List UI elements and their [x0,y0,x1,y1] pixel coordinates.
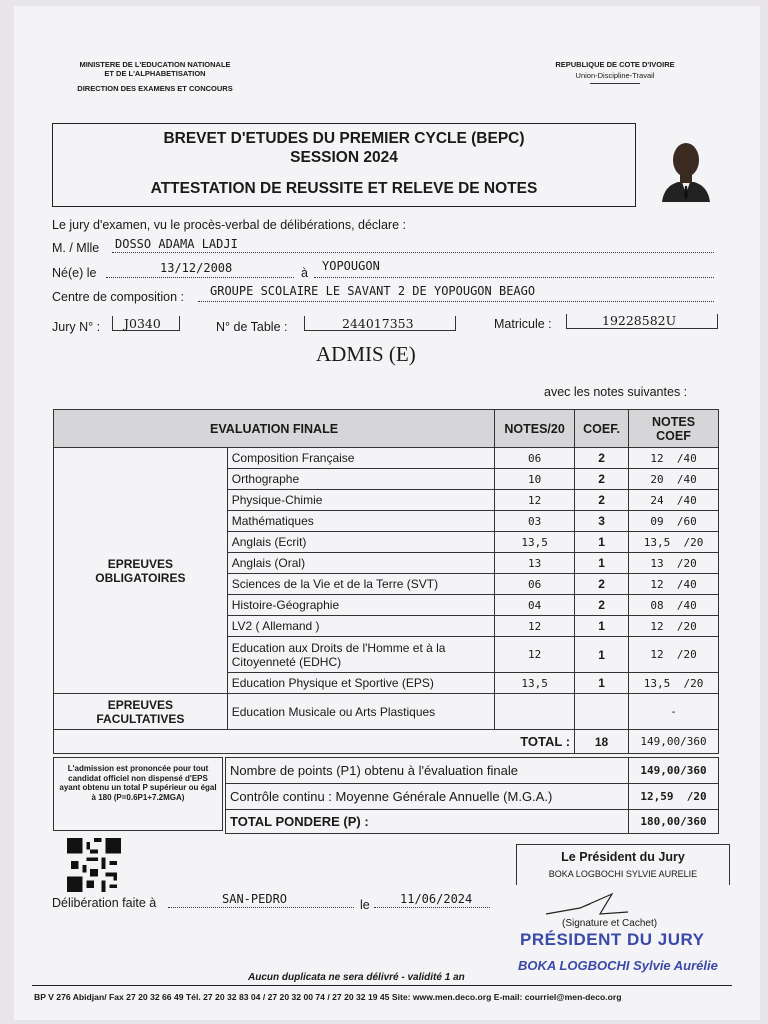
direction-line: DIRECTION DES EXAMENS ET CONCOURS [77,84,233,93]
weighted-value: 08 [650,598,664,612]
total-label: TOTAL : [54,730,575,754]
name-dotted-line [112,252,714,253]
subject-weighted [629,616,719,637]
weighted-total-value: 180,00/360 [629,810,719,834]
candidate-name: DOSSO ADAMA LADJI [115,237,238,251]
header-notes-coef-line1: NOTES [651,414,696,429]
subject-note: 13,5 [495,673,575,694]
table-label: N° de Table : [216,320,288,334]
birth-place: YOPOUGON [322,259,380,273]
optional-coef [575,694,629,730]
subject-weighted [629,553,719,574]
subject-coef: 1 [575,673,629,694]
mga-label: Contrôle continu : Moyenne Générale Annuelle (M.G.A.) [226,784,629,810]
header-notes-coef [629,410,719,448]
weighted-value: 13 [650,556,664,570]
subject-name: Histoire-Géographie [227,595,494,616]
president-title: Le Président du Jury [561,850,685,864]
subject-coef: 1 [575,553,629,574]
notes-intro: avec les notes suivantes : [544,385,688,399]
total-coef: 18 [575,730,629,754]
weighted-max: /40 [676,472,697,486]
subject-coef: 3 [575,511,629,532]
weighted-total-label: TOTAL PONDERE (P) : [226,810,629,834]
group-obligatory [54,448,228,694]
weighted-max: /40 [676,598,697,612]
subject-name: Orthographe [227,469,494,490]
duplicata-notice: Aucun duplicata ne sera délivré - validité 1 an [248,972,465,983]
subject-weighted [629,448,719,469]
subject-weighted [629,511,719,532]
matricule-number: 19228582U [602,313,677,328]
table-number: 244017353 [342,316,414,331]
title-line1: BREVET D'ETUDES DU PREMIER CYCLE (BEPC) [163,130,525,147]
president-box [516,844,730,885]
header-notes: NOTES/20 [495,410,575,448]
subject-coef: 2 [575,469,629,490]
ministry-header [70,60,240,93]
admission-note-box [53,757,223,831]
subject-name: LV2 ( Allemand ) [227,616,494,637]
republic-name: REPUBLIQUE DE COTE D'IVOIRE [555,60,675,69]
header-notes-coef-line2: COEF [656,428,691,443]
born-label: Né(e) le [52,266,97,280]
subject-note: 12 [495,490,575,511]
birth-date: 13/12/2008 [160,261,233,275]
stamp-name: BOKA LOGBOCHI Sylvie Aurélie [518,958,718,973]
subject-coef: 1 [575,616,629,637]
republic-motto: Union-Discipline-Travail [575,71,655,80]
optional-total: - [629,694,719,730]
weighted-max: /40 [676,451,697,465]
jury-label: Jury N° : [52,320,101,334]
deliberation-le-label: le [360,898,370,912]
subject-note: 06 [495,448,575,469]
weighted-value: 12 [650,577,664,591]
center-label: Centre de composition : [52,290,185,304]
weighted-max: /20 [676,556,697,570]
subject-weighted [629,637,719,673]
name-label: M. / Mlle [52,241,100,255]
jury-number: J0340 [124,316,161,331]
subject-coef: 1 [575,637,629,673]
p1-value: 149,00/360 [629,758,719,784]
subject-weighted [629,673,719,694]
title-line3: ATTESTATION DE REUSSITE ET RELEVE DE NOTES [150,180,538,197]
subject-name: Physique-Chimie [227,490,494,511]
mga-value: 12,59 [640,790,674,803]
grades-table [53,409,719,754]
ministry-line1: MINISTERE DE L'EDUCATION NATIONALE [79,60,231,69]
stamp-title: PRÉSIDENT DU JURY [520,930,705,949]
subject-coef: 1 [575,532,629,553]
deliberation-place-dotted-line [168,907,354,908]
summary-row [226,784,719,810]
qr-code-icon [66,838,122,892]
mga-cell [629,784,719,810]
president-name: BOKA LOGBOCHI SYLVIE AURELIE [548,869,698,879]
subject-note: 12 [495,637,575,673]
weighted-value: 13,5 [643,535,671,549]
subject-note: 10 [495,469,575,490]
table-row [54,448,719,469]
birthdate-dotted-line [106,277,294,278]
p1-label: Nombre de points (P1) obtenu à l'évaluation finale [226,758,629,784]
optional-note [495,694,575,730]
header-eval: EVALUATION FINALE [54,410,495,448]
subject-note: 04 [495,595,575,616]
subject-name: Sciences de la Vie et de la Terre (SVT) [227,574,494,595]
subject-note: 13,5 [495,532,575,553]
subject-name: Anglais (Oral) [227,553,494,574]
deliberation-place: SAN-PEDRO [222,892,288,906]
footer-divider [32,985,732,986]
group-obligatory-line2: OBLIGATOIRES [95,570,186,585]
subject-weighted [629,595,719,616]
subject-coef: 2 [575,490,629,511]
candidate-photo [658,130,714,202]
weighted-max: /20 [683,535,704,549]
group-obligatory-line1: EPREUVES [107,556,174,571]
weighted-max: /40 [676,577,697,591]
subject-note: 06 [495,574,575,595]
subject-coef: 2 [575,595,629,616]
weighted-max: /40 [676,493,697,507]
summary-row [226,758,719,784]
admission-note: L'admission est prononcée pour tout candidat officiel non dispensé d'EPS ayant obtenu un total P supérieur ou égal à 180 (P=0.6P1+7.2MGA) [59,764,217,802]
weighted-value: 20 [650,472,664,486]
subject-name: Education aux Droits de l'Homme et à la Citoyenneté (EDHC) [227,637,494,673]
deliberation-date: 11/06/2024 [400,892,473,906]
weighted-value: 12 [650,451,664,465]
title-box [52,123,636,207]
mga-max: /20 [686,790,707,803]
subject-note: 12 [495,616,575,637]
weighted-max: /20 [676,648,697,661]
group-optional-line2: FACULTATIVES [96,711,185,726]
weighted-value: 24 [650,493,664,507]
republic-header [540,60,690,84]
weighted-max: /20 [683,676,704,690]
weighted-value: 12 [650,619,664,633]
total-points: 149,00/360 [629,730,719,754]
center-name: GROUPE SCOLAIRE LE SAVANT 2 DE YOPOUGON BEAGO [210,284,536,298]
center-dotted-line [198,301,714,302]
summary-row [226,810,719,834]
footer-contact: BP V 276 Abidjan/ Fax 27 20 32 66 49 Tél. 27 20 32 83 04 / 27 20 32 00 74 / 27 20 32 19 45 Site: www.men.deco.org E-mail: courriel@men-deco.org [34,992,622,1002]
subject-weighted [629,532,719,553]
subject-name: Mathématiques [227,511,494,532]
grades-header-row [54,410,719,448]
subject-name: Anglais (Ecrit) [227,532,494,553]
subject-coef: 2 [575,574,629,595]
weighted-value: 13,5 [643,676,671,690]
subject-weighted [629,490,719,511]
ministry-line2: ET DE L'ALPHABETISATION [104,69,206,78]
summary-table [225,757,719,834]
birthplace-dotted-line [314,277,714,278]
weighted-value: 12 [650,648,664,661]
result-admis: ADMIS (E) [316,342,416,366]
signature-label: (Signature et Cachet) [562,918,658,929]
weighted-max: /20 [676,619,697,633]
subject-note: 03 [495,511,575,532]
matricule-label: Matricule : [494,317,552,331]
subject-name: Education Physique et Sportive (EPS) [227,673,494,694]
subject-name: Composition Française [227,448,494,469]
motto-underline [590,83,640,84]
deliberation-label: Délibération faite à [52,896,157,910]
jury-intro: Le jury d'examen, vu le procès-verbal de délibérations, déclare : [52,218,406,232]
group-optional-line1: EPREUVES [107,697,174,712]
weighted-value: 09 [650,514,664,528]
subject-weighted [629,574,719,595]
group-optional [54,694,228,730]
weighted-max: /60 [676,514,697,528]
at-label: à [301,266,308,280]
title-line2: SESSION 2024 [290,149,398,166]
optional-subject: Education Musicale ou Arts Plastiques [227,694,494,730]
header-coef: COEF. [575,410,629,448]
deliberation-date-dotted-line [374,907,490,908]
subject-note: 13 [495,553,575,574]
optional-row [54,694,719,730]
subject-coef: 2 [575,448,629,469]
subject-weighted [629,469,719,490]
total-row [54,730,719,754]
